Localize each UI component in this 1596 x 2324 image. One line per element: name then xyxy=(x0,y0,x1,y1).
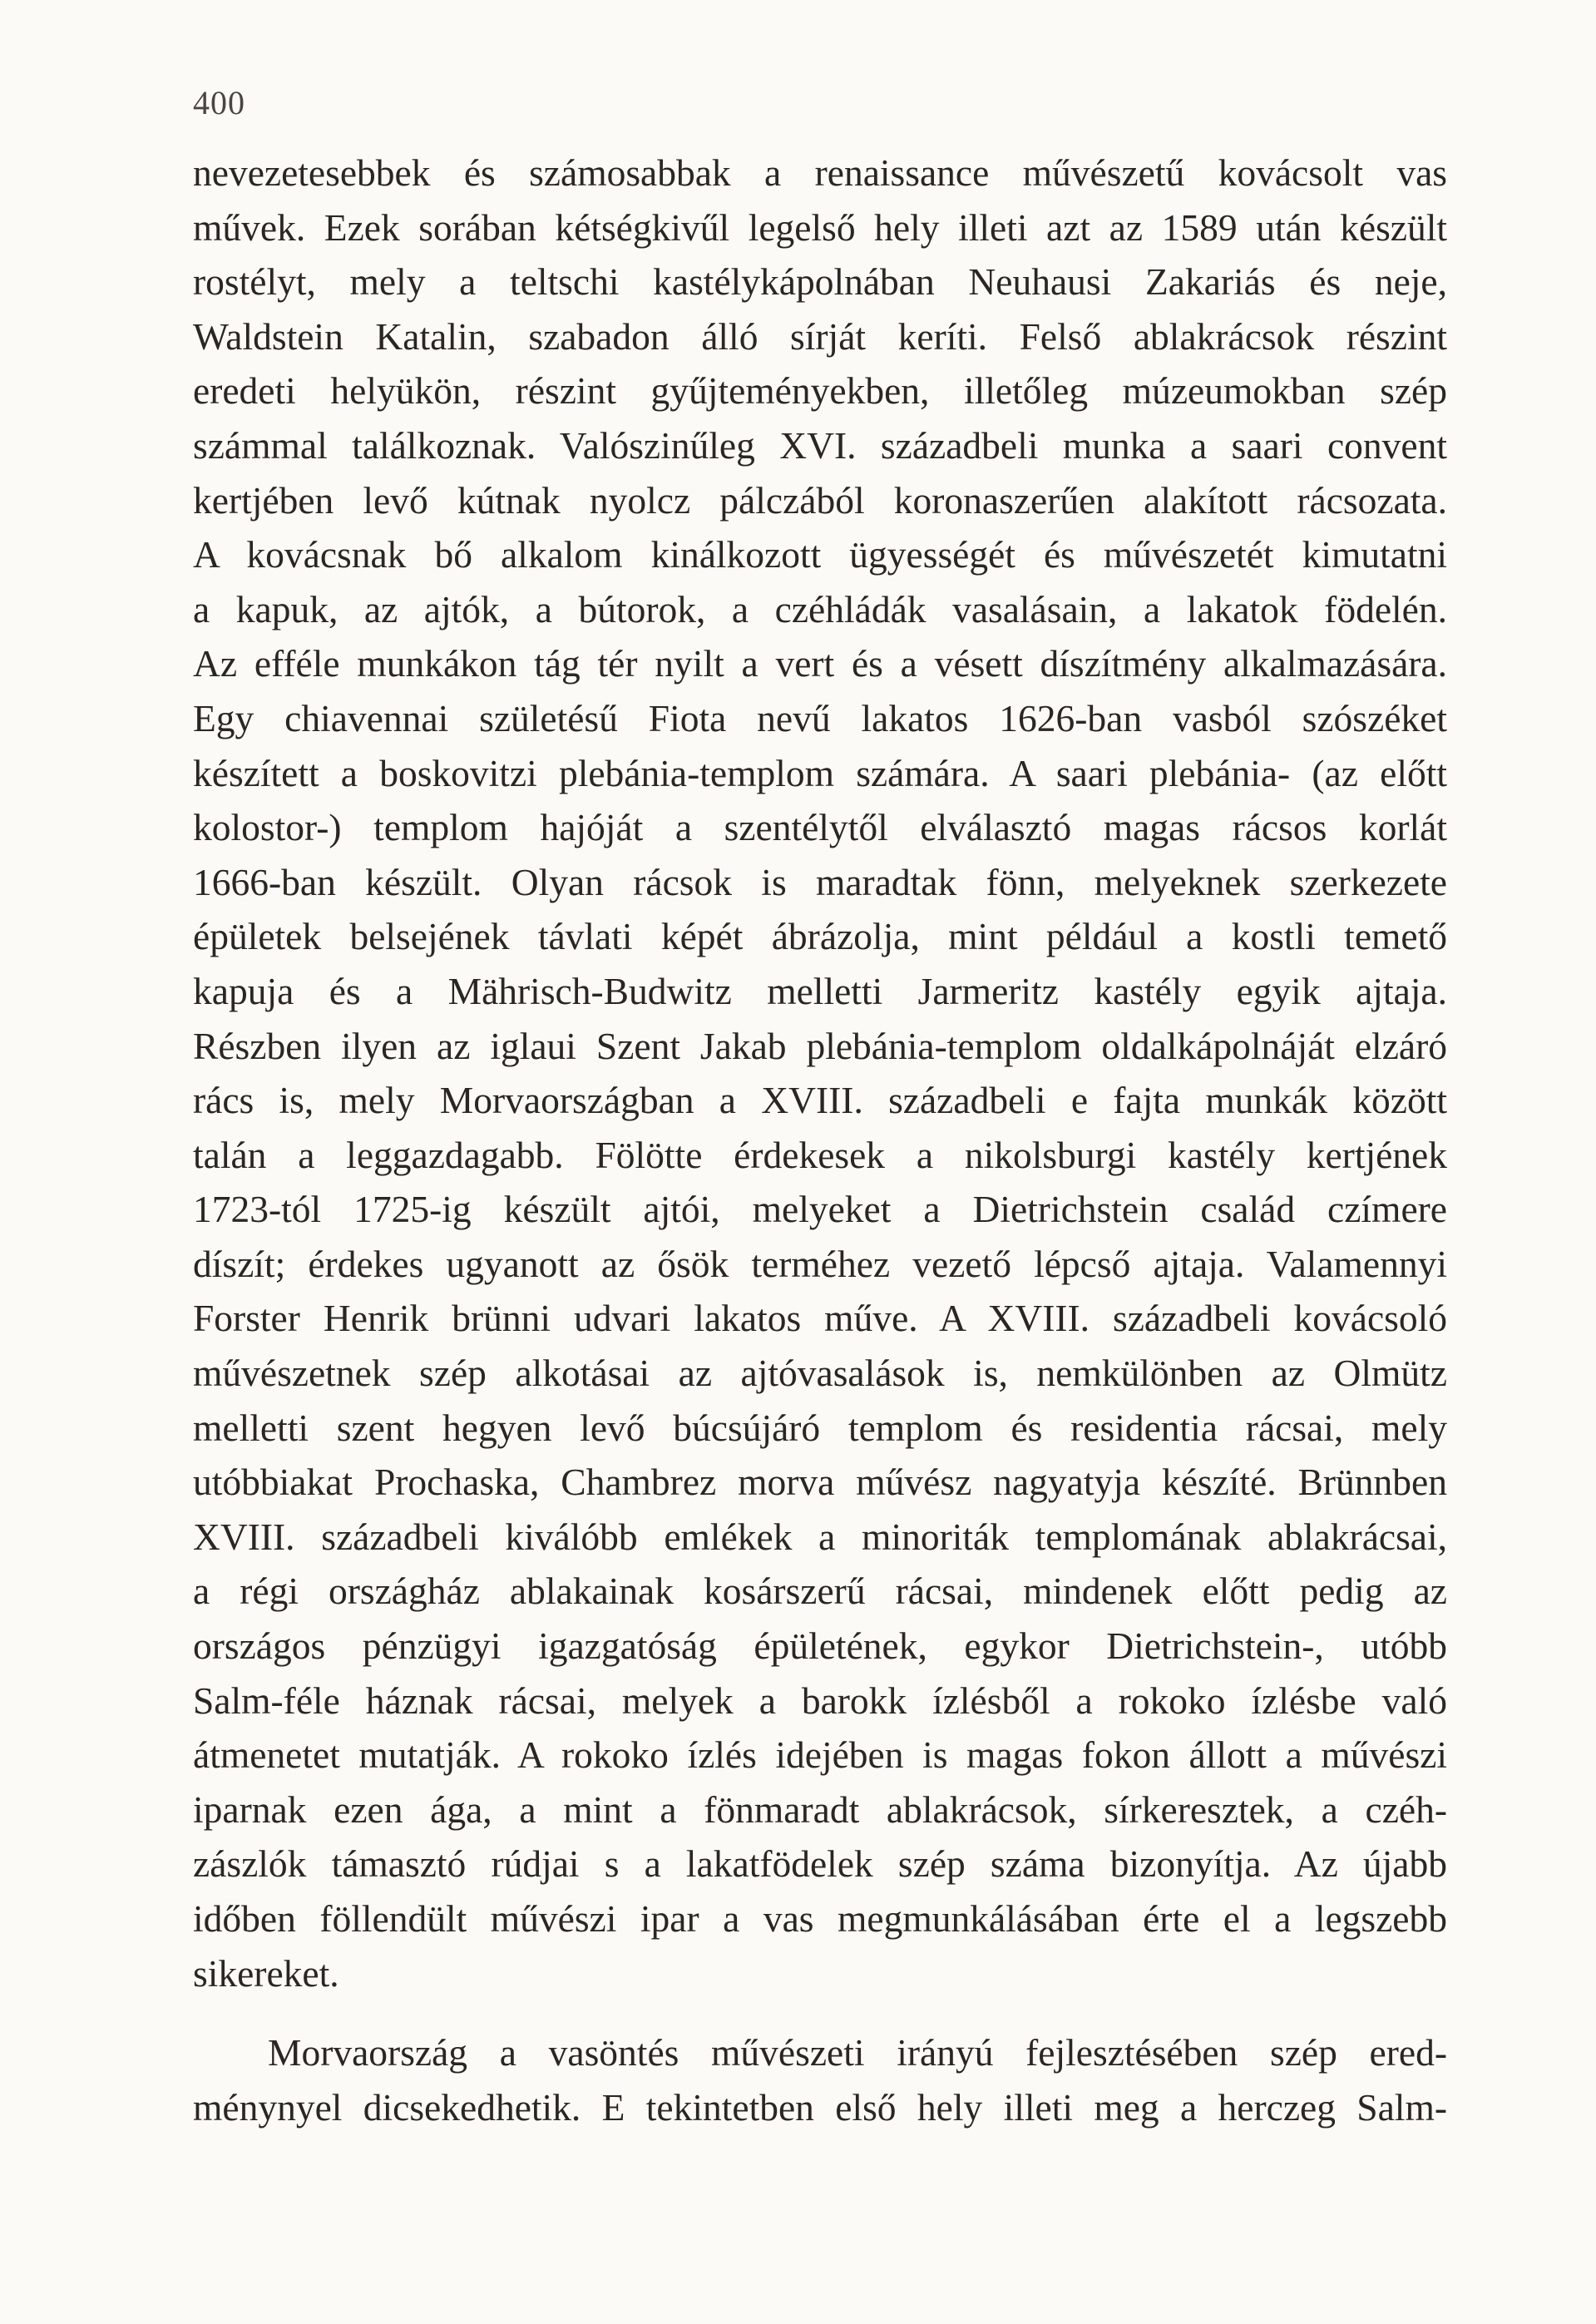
text-line: talán a leggazdagabb. Fölötte érdekesek a nikolsburgi kastély kertjének xyxy=(193,1133,1447,1176)
text-line: művek. Ezek sorában kétségkivűl legelső hely illeti azt az 1589 után készült xyxy=(193,205,1447,249)
text-line: XVIII. századbeli kiválóbb emlékek a minoriták templomának ablakrácsai, xyxy=(193,1515,1447,1558)
text-line: Waldstein Katalin, szabadon álló sírját keríti. Felső ablakrácsok részint xyxy=(193,314,1447,358)
text-line: ménynyel dicsekedhetik. E tekintetben első hely illeti meg a herczeg Salm- xyxy=(193,2085,1447,2129)
text-line: a kapuk, az ajtók, a bútorok, a czéhládák vasalásain, a lakatok födelén. xyxy=(193,587,1447,630)
text-line: iparnak ezen ága, a mint a fönmaradt ablakrácsok, sírkeresztek, a czéh- xyxy=(193,1788,1447,1831)
text-line: művészetnek szép alkotásai az ajtóvasalások is, nemkülönben az Olmütz xyxy=(193,1352,1447,1395)
text-line: sikereket. xyxy=(193,1951,339,1995)
text-line: rács is, mely Morvaországban a XVIII. századbeli e fajta munkák között xyxy=(193,1079,1447,1122)
text-line: időben föllendült művészi ipar a vas megmunkálásában érte el a legszebb xyxy=(193,1897,1447,1940)
text-line: zászlók támasztó rúdjai s a lakatfödelek szép száma bizonyítja. Az újabb xyxy=(193,1842,1447,1886)
text-line: kapuja és a Mährisch-Budwitz melletti Jarmeritz kastély egyik ajtaja. xyxy=(193,969,1447,1012)
page-number: 400 xyxy=(193,84,245,121)
text-line: számmal találkoznak. Valószinűleg XVI. századbeli munka a saari convent xyxy=(193,423,1447,467)
text-line: Forster Henrik brünni udvari lakatos műve. A XVIII. századbeli kovácsoló xyxy=(193,1297,1447,1340)
text-line: Az efféle munkákon tág tér nyilt a vert és a vésett díszítmény alkalmazására. xyxy=(193,642,1447,685)
text-line: átmenetet mutatják. A rokoko ízlés idejében is magas fokon állott a művészi xyxy=(193,1733,1447,1777)
text-line: Egy chiavennai születésű Fiota nevű lakatos 1626-ban vasból szószéket xyxy=(193,696,1447,739)
text-line: díszít; érdekes ugyanott az ősök terméhez vezető lépcső ajtaja. Valamennyi xyxy=(193,1242,1447,1285)
text-line: készített a boskovitzi plebánia-templom számára. A saari plebánia- (az előtt xyxy=(193,751,1447,794)
text-line: 1666-ban készült. Olyan rácsok is maradtak fönn, melyeknek szerkezete xyxy=(193,860,1447,903)
text-line: kertjében levő kútnak nyolcz pálczából koronaszerűen alakított rácsozata. xyxy=(193,478,1447,522)
text-line: nevezetesebbek és számosabbak a renaissance művészetű kovácsolt vas xyxy=(193,151,1447,194)
text-line: melletti szent hegyen levő búcsújáró templom és residentia rácsai, mely xyxy=(193,1406,1447,1449)
text-line: épületek belsejének távlati képét ábrázolja, mint például a kostli temető xyxy=(193,915,1447,958)
text-line: a régi országház ablakainak kosárszerű rácsai, mindenek előtt pedig az xyxy=(193,1570,1447,1613)
text-line: Részben ilyen az iglaui Szent Jakab plebánia-templom oldalkápolnáját elzáró xyxy=(193,1024,1447,1067)
paragraph xyxy=(193,2025,1447,2134)
text-line: Morvaország a vasöntés művészeti irányú fejlesztésében szép ered- xyxy=(268,2031,1447,2074)
paragraph xyxy=(193,146,1447,2000)
text-line: A kovácsnak bő alkalom kinálkozott ügyességét és művészetét kimutatni xyxy=(193,533,1447,576)
text-line: Salm-féle háznak rácsai, melyek a barokk ízlésből a rokoko ízlésbe való xyxy=(193,1679,1447,1722)
paragraph-gap xyxy=(193,2000,1447,2025)
text-line: utóbbiakat Prochaska, Chambrez morva művész nagyatyja készíté. Brünnben xyxy=(193,1461,1447,1504)
text-line: kolostor-) templom hajóját a szentélytől elválasztó magas rácsos korlát xyxy=(193,806,1447,849)
body-text xyxy=(193,146,1447,2134)
text-line: eredeti helyükön, részint gyűjteményekben, illetőleg múzeumokban szép xyxy=(193,369,1447,413)
text-line: rostélyt, mely a teltschi kastélykápolnában Neuhausi Zakariás és neje, xyxy=(193,260,1447,304)
text-line: 1723-tól 1725-ig készült ajtói, melyeket a Dietrichstein család czímere xyxy=(193,1188,1447,1231)
text-line: országos pénzügyi igazgatóság épületének, egykor Dietrichstein-, utóbb xyxy=(193,1624,1447,1668)
